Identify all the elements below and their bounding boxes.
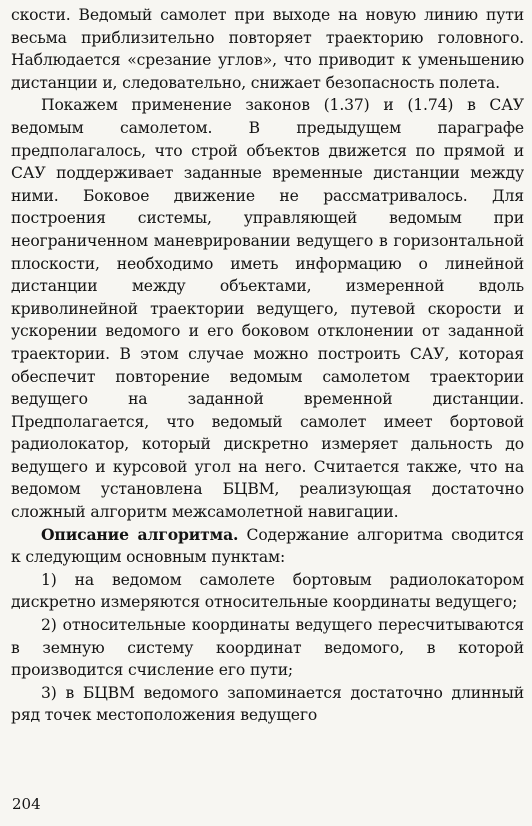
- paragraph-continuation: скости. Ведомый самолет при выходе на новую линию пути весьма приблизительно повторяет траекторию головного. Наблюдается «срезание углов», что приводит к уменьшению дистанции и, следовательно, снижает безопасность полета.: [11, 6, 524, 92]
- paragraph-control-laws: Покажем применение законов (1.37) и (1.74) в САУ ведомым самолетом. В предыдущем параграфе предполагалось, что строй объектов движется по прямой и САУ поддерживает заданные временные дистанции между ними. Боковое движение не рассматривалось. Для построения системы, управляющей ведомым при неограниченном маневрировании ведущего в горизонтальной плоскости, необходимо иметь информацию о линейной дистанции между объектами, измеренной вдоль криволинейной траектории ведущего, путевой скорости и ускорении ведомого и его боковом отклонении от заданной траектории. В этом случае можно построить САУ, которая обеспечит повторение ведомым самолетом траектории ведущего на заданной временной дистанции. Предполагается, что ведомый самолет имеет бортовой радиолокатор, который дискретно измеряет дальность до ведущего и курсовой угол на него. Считается также, что на ведомом установлена БЦВМ, реализующая достаточно сложный алгоритм межсамолетной навигации.: [11, 96, 524, 522]
- run-in-heading: Описание алгоритма.: [41, 524, 239, 544]
- paragraph-algorithm-description: [11, 524, 524, 569]
- list-item-1: 1) на ведомом самолете бортовым радиолокатором дискретно измеряются относительные координаты ведущего;: [11, 570, 524, 612]
- list-item-2: 2) относительные координаты ведущего пересчитываются в земную систему координат ведомого, в которой производится счисление его пути;: [11, 616, 524, 680]
- list-item-3: 3) в БЦВМ ведомого запоминается достаточно длинный ряд точек местоположения ведущего: [11, 683, 524, 725]
- page-number: 204: [12, 795, 41, 813]
- paragraph-text: Содержание алгоритма сводится к следующим основным пунктам:: [11, 525, 524, 567]
